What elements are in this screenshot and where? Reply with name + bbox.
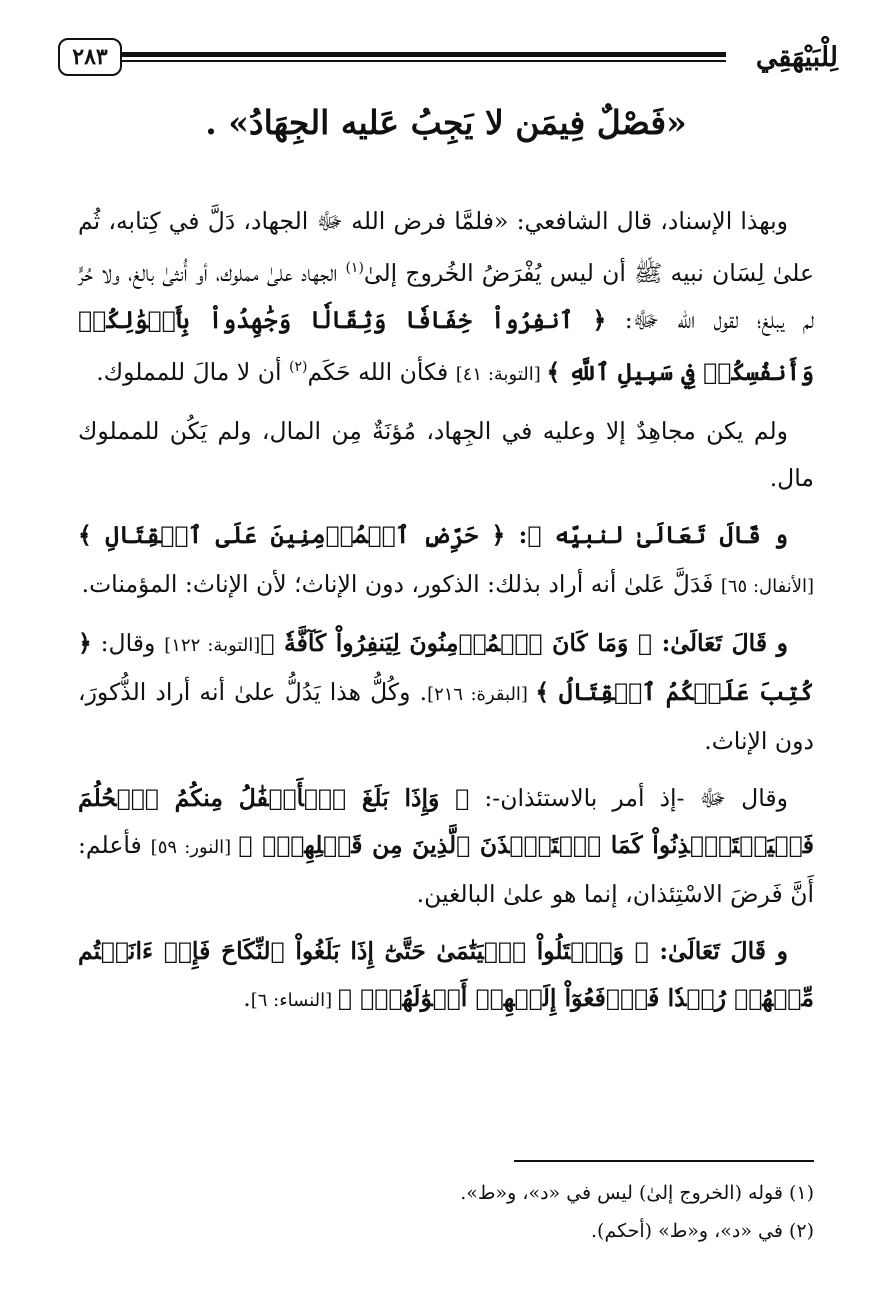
page-header: [58, 38, 838, 82]
text-run: فأعلم: أَنَّ فَرضَ الاسْتِئذان، إنما هو علىٰ البالغين.: [78, 831, 814, 908]
footnote-ref-2[interactable]: (٢): [289, 359, 308, 375]
text-run: وقال:: [91, 629, 165, 657]
text-run: . وكُلُّ هذا يَدُلُّ علىٰ أنه أراد الذُّكورَ، دون الإناث.: [78, 678, 814, 755]
chapter-title: «فَصْلٌ فِيمَن لا يَجِبُ عَليه الجِهَادُ» .: [205, 103, 687, 142]
quran-verse: ﴿ وَإِذَا بَلَغَ ٱلۡأَطۡفَٰلُ مِنكُمُ ٱلۡحُلُمَ فَلۡيَسۡتَـٔۡذِنُواْ كَمَا ٱسۡتَـٔۡذَنَ ٱلَّذِينَ مِن قَبۡلِهِمۡۚ ﴾: [78, 784, 814, 859]
footnote-1: (١) قوله (الخروج إلىٰ) ليس في «د»، و«ط».: [460, 1182, 814, 1204]
paragraph-3: [78, 512, 814, 610]
running-title: لِلْبَيْهَقِي: [755, 42, 838, 73]
verse-reference: [الأنفال: ٦٥]: [720, 576, 814, 597]
quran-verse: ﴿ ٱنفِرُواْ خِفَافٗا وَثِقَالٗا وَجَٰهِدُواْ بِأَمۡوَٰلِكُمۡ وَأَنفُسِكُمۡ فِي سَبِيلِ ٱللَّهِ ﴾: [78, 306, 814, 386]
header-rule-thin: [120, 60, 726, 62]
verse-reference: [النور: ٥٩]: [150, 837, 239, 858]
page-number: ٢٨٣: [58, 38, 122, 76]
verse-intro: و قَالَ تَعَالَىٰ لنبيِّه ﷺ:: [505, 521, 788, 549]
header-rule: [120, 52, 726, 57]
quran-verse: ﴿ وَٱبۡتَلُواْ ٱلۡيَتَٰمَىٰ حَتَّىٰٓ إِذَا بَلَغُواْ ٱلنِّكَاحَ فَإِنۡ ءَانَسۡتُم مِّنۡهُمۡ رُشۡدٗا فَٱدۡفَعُوٓاْ إِلَيۡهِمۡ أَمۡوَٰلَهُمۡۖ ﴾: [78, 937, 814, 1012]
text-run: وقال ﷻ -إذ أمر بالاستئذان-:: [469, 784, 788, 812]
text-run: وبهذا الإسناد، قال الشافعي: «فلمَّا فرض الله ﷻ الجهاد، دَلَّ في كِتابه،: [108, 207, 788, 235]
footnote-2: (٢) في «د»، و«ط» (أحكم).: [591, 1220, 814, 1242]
quran-verse: ﴿ كُتِبَ عَلَيۡكُمُ ٱلۡقِتَالُ ﴾: [78, 629, 815, 706]
verse-intro: و قَالَ تَعَالَىٰ:: [648, 937, 788, 965]
paragraph-1: [78, 198, 814, 398]
text-run: أُنثىٰ بالغ، ولا حُرٍّ لم يبلغ؛ لقول الله ﷻ:: [78, 259, 815, 334]
text-run: أن لا مالَ للمملوك.: [96, 358, 289, 386]
footnote-ref-1[interactable]: (١): [345, 260, 364, 276]
quran-verse: ﴿ حَرِّضِ ٱلۡمُؤۡمِنِينَ عَلَى ٱلۡقِتَالِ ﴾: [78, 521, 506, 549]
verse-reference: [التوبة: ٤١]: [455, 364, 547, 385]
footnote-divider: [514, 1160, 814, 1162]
footnotes: [78, 1174, 814, 1250]
verse-reference: [البقرة: ٢١٦]: [427, 684, 536, 705]
text-run: .: [243, 984, 251, 1012]
verse-reference: [النساء: ٦]: [250, 990, 338, 1011]
text-run: ثُم علىٰ لِسَان نبيه ﷺ أن ليس يُفْرَضُ الخُروج إلىٰ: [78, 207, 814, 287]
text-run: الجهاد علىٰ مملوك، أو: [195, 259, 346, 287]
paragraph-4: [78, 620, 814, 765]
paragraph-5: [78, 775, 814, 918]
text-run: فَدَلَّ عَلىٰ أنه أراد بذلك: الذكور، دون الإناث؛ لأن الإناث: المؤمنات.: [81, 570, 721, 598]
paragraph-6: [78, 928, 814, 1024]
body-text: [78, 198, 814, 1034]
verse-intro: و قَالَ تَعَالَىٰ:: [652, 629, 788, 657]
paragraph-2: ولم يكن مجاهِدٌ إلا وعليه في الجِهاد، مُؤنَةٌ مِن المال، ولم يَكُن للمملوك مال.: [78, 417, 814, 492]
quran-verse: ﴿ وَمَا كَانَ ٱلۡمُؤۡمِنُونَ لِيَنفِرُواْ كَآفَّةٗ ﴾: [260, 629, 653, 657]
verse-reference: [التوبة: ١٢٢]: [164, 635, 261, 656]
text-run: فكأن الله حَكَم: [307, 358, 456, 386]
